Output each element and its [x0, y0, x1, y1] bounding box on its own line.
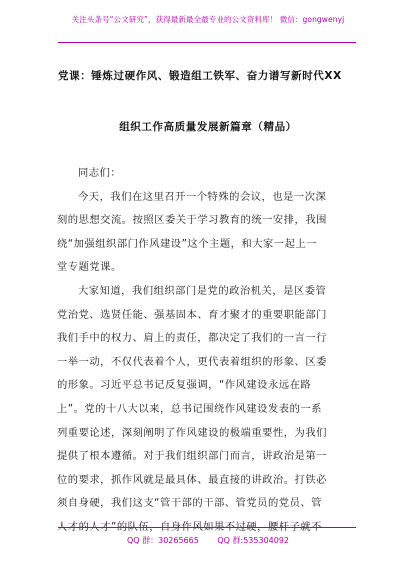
paragraph-line: 绕“加强组织部门作风建设”这个主题，和大家一起上一 [57, 237, 317, 250]
header-banner: 关注头条号“公文研究”，获得最新最全最专业的公文资料库！ 微信：gongwenyj [71, 15, 345, 24]
paragraph-line: 大家知道，我们组织部门是党的政治机关，是区委管 [78, 284, 327, 297]
document-title-line-2: 组织工作高质量发展新篇章（精品） [119, 121, 297, 133]
header-divider [58, 42, 356, 43]
paragraph-line: 位的要求，抓作风就是最具体、最直接的讲政治。打铁必 [57, 473, 327, 486]
footer-qq-group-2: QQ 群:535304092 [217, 536, 290, 545]
footer-qq-group-1: QQ 群：30265665 [126, 536, 199, 545]
paragraph-line: 我们手中的权力、肩上的责任，都决定了我们的一言一行 [57, 332, 327, 345]
footer [58, 535, 358, 546]
paragraph-line: 党治党、选贤任能、强基固本、育才聚才的重要职能部门 [57, 308, 327, 321]
paragraph-line: 人才的人才”的队伍，自身作风如果不过硬，腰杆子就不 [57, 520, 322, 533]
paragraph-line: 堂专题党课。 [57, 261, 122, 274]
paragraph-line: 须自身硬，我们这支“管干部的干部、管党员的党员、管 [57, 497, 322, 510]
paragraph-line: 刻的思想交流。按照区委关于学习教育的统一安排，我围 [57, 214, 327, 227]
paragraph-line: 一举一动，不仅代表着个人，更代表着组织的形象、区委 [57, 355, 327, 368]
salutation: 同志们： [78, 167, 122, 179]
paragraph-line: 今天，我们在这里召开一个特殊的会议，也是一次深 [78, 190, 327, 203]
paragraph-line: 提供了根本遵循。对于我们组织部门而言，讲政治是第一 [57, 450, 327, 463]
document-title-line-1: 党课：锤炼过硬作风、锻造组工铁军、奋力谱写新时代XX [58, 70, 342, 82]
paragraph-line: 的形象。习近平总书记反复强调，“作风建设永远在路 [57, 379, 312, 392]
footer-divider [58, 527, 356, 528]
paragraph-line: 上”。党的十八大以来，总书记围绕作风建设发表的一系 [57, 402, 322, 415]
document-body [57, 162, 351, 540]
paragraph-line: 列重要论述，深刻阐明了作风建设的极端重要性，为我们 [57, 426, 327, 439]
